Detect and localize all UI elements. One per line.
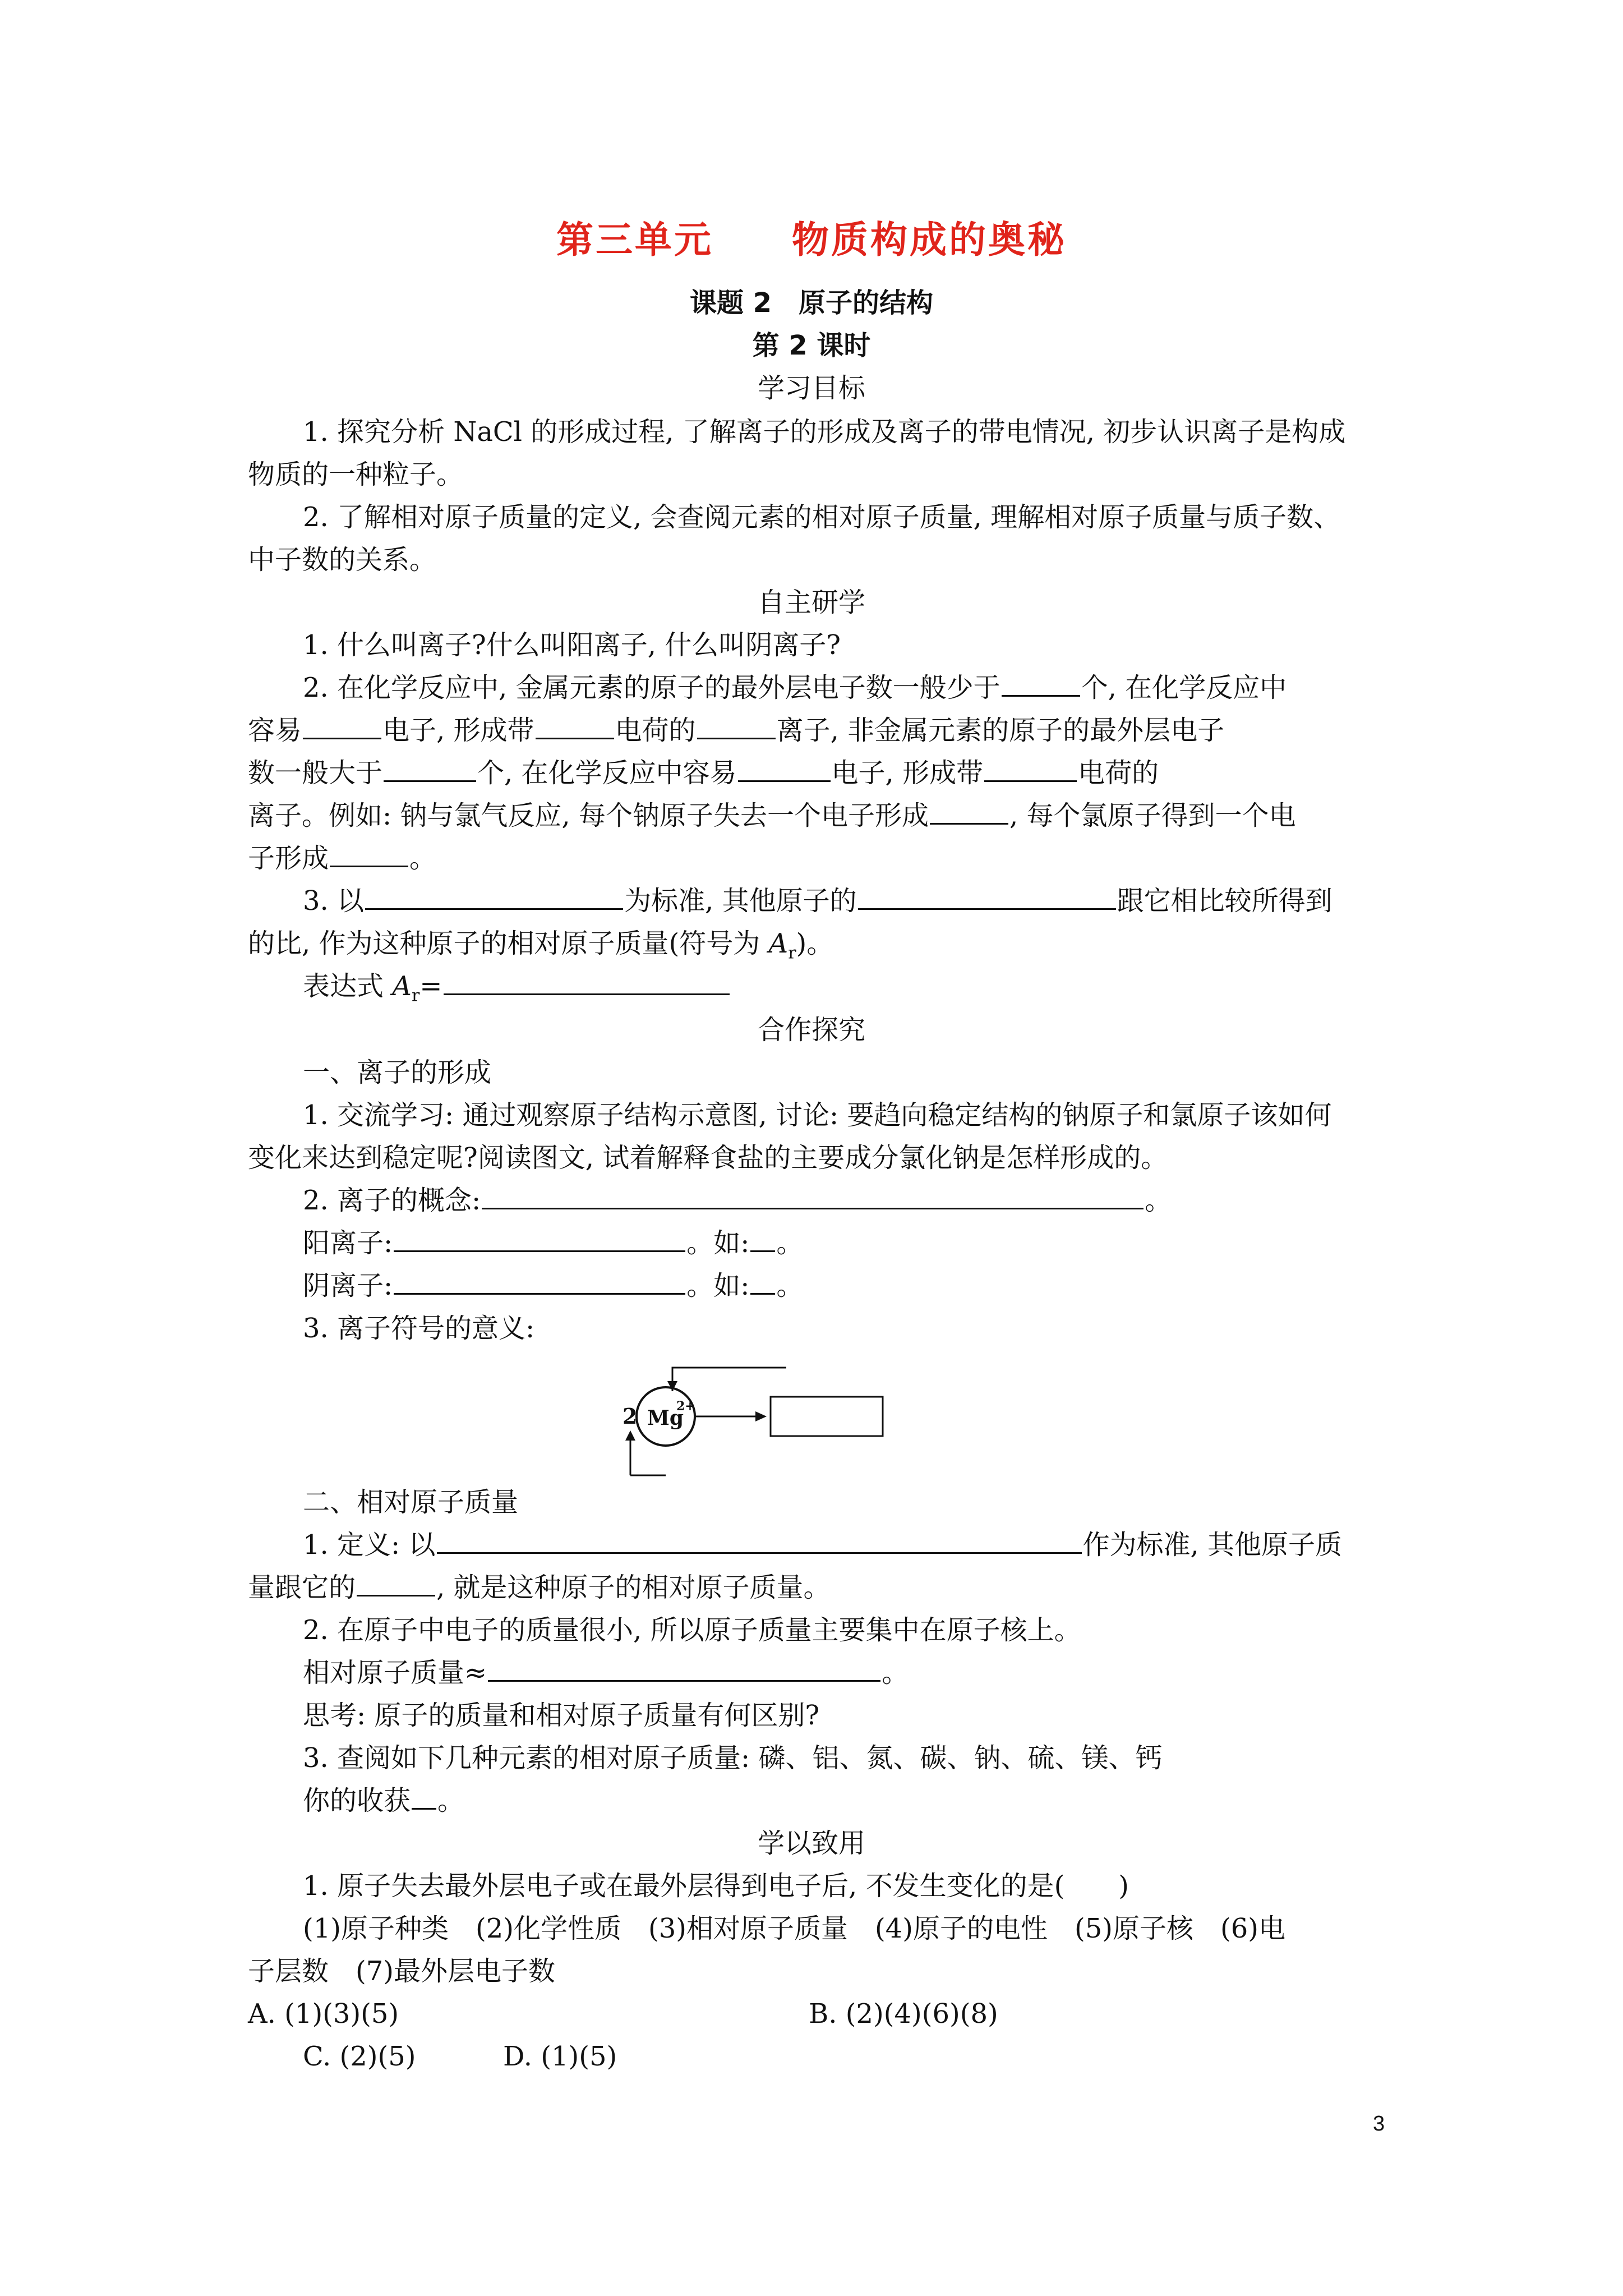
text: 2. 在化学反应中, 金属元素的原子的最外层电子数一般少于	[303, 672, 1000, 703]
self-study-q2-line-1	[303, 670, 1287, 706]
fill-blank[interactable]	[330, 842, 408, 867]
choice-a[interactable]: A. (1)(3)(5)	[248, 1998, 399, 2030]
fill-blank[interactable]	[750, 1227, 775, 1252]
self-study-q2-line-2	[248, 712, 1224, 748]
fill-blank[interactable]	[1002, 671, 1080, 697]
objective-1-line-2: 物质的一种粒子。	[248, 459, 464, 490]
text: 你的收获	[303, 1785, 411, 1816]
text: 阴离子:	[303, 1270, 393, 1301]
choice-d[interactable]: D. (1)(5)	[503, 2041, 617, 2072]
page-number: 3	[1373, 2112, 1385, 2136]
text: 电子, 形成带	[831, 757, 984, 789]
text: 电荷的	[615, 715, 696, 746]
text: =	[419, 970, 442, 1002]
ar-symbol: A	[768, 928, 789, 959]
ion-concept-line	[303, 1182, 1172, 1218]
text: 。如:	[686, 1227, 750, 1259]
text: 量跟它的	[248, 1572, 356, 1603]
objective-2-line-2: 中子数的关系。	[248, 544, 437, 576]
text: )。	[796, 928, 834, 959]
lookup-elements: 3. 查阅如下几种元素的相对原子质量: 磷、铝、氮、碳、钠、硫、镁、钙	[303, 1742, 1163, 1774]
fill-blank[interactable]	[384, 757, 476, 782]
fill-blank[interactable]	[697, 714, 776, 739]
fill-blank[interactable]	[858, 885, 1116, 910]
text: 阳离子:	[303, 1227, 393, 1259]
text: 。如:	[686, 1270, 750, 1301]
coop-p1-line-2: 变化来达到稳定呢?阅读图文, 试着解释食盐的主要成分氯化钠是怎样形成的。	[248, 1142, 1168, 1174]
coef-arrowhead	[625, 1430, 635, 1441]
definition-line-2	[248, 1570, 831, 1605]
self-study-q1: 1. 什么叫离子?什么叫阳离子, 什么叫阴离子?	[303, 629, 841, 661]
apply-options-line-2: 子层数 (7)最外层电子数	[248, 1955, 555, 1987]
text: 离子。例如: 钠与氯气反应, 每个钠原子失去一个电子形成	[248, 800, 929, 831]
self-study-heading: 自主研学	[757, 587, 865, 618]
fill-blank[interactable]	[536, 714, 614, 739]
fill-blank[interactable]	[394, 1269, 685, 1295]
text: 电子, 形成带	[382, 715, 534, 746]
coefficient-label: 2	[623, 1404, 638, 1429]
text: 个, 在化学反应中	[1081, 672, 1287, 703]
text: 子形成	[248, 843, 329, 874]
ion-symbol-diagram	[618, 1351, 887, 1485]
period-title: 第 2 课时	[752, 330, 871, 361]
answer-box[interactable]	[771, 1397, 883, 1436]
anion-line	[303, 1268, 803, 1304]
self-study-q3-line-1	[303, 883, 1332, 919]
text: 电荷的	[1078, 757, 1159, 789]
mass-concentration: 2. 在原子中电子的质量很小, 所以原子质量主要集中在原子核上。	[303, 1614, 1081, 1646]
self-study-q3-line-2	[248, 926, 833, 972]
text: 。	[776, 1227, 804, 1259]
section-ion-formation: 一、离子的形成	[303, 1057, 492, 1088]
choice-c[interactable]: C. (2)(5)	[303, 2041, 416, 2072]
text: 数一般大于	[248, 757, 383, 789]
text: , 每个氯原子得到一个电	[1009, 800, 1296, 831]
fill-blank[interactable]	[738, 757, 831, 782]
fill-blank[interactable]	[750, 1269, 775, 1295]
expression-line	[303, 968, 731, 1014]
coop-heading: 合作探究	[757, 1014, 865, 1046]
think-question: 思考: 原子的质量和相对原子质量有何区别?	[303, 1700, 820, 1731]
charge-pointer	[672, 1368, 786, 1391]
symbol-arrowhead	[755, 1411, 767, 1421]
fill-blank[interactable]	[984, 757, 1077, 782]
text: 作为标准, 其他原子质	[1082, 1529, 1343, 1561]
lesson-title: 课题 2 原子的结构	[689, 287, 934, 319]
fill-blank[interactable]	[482, 1184, 1144, 1209]
text: 3. 以	[303, 885, 365, 917]
section-relative-mass: 二、相对原子质量	[303, 1487, 519, 1518]
text: , 就是这种原子的相对原子质量。	[436, 1572, 831, 1603]
charge-label: 2+	[676, 1399, 695, 1414]
objectives-heading: 学习目标	[757, 372, 865, 404]
fill-blank[interactable]	[357, 1571, 435, 1596]
fill-blank[interactable]	[365, 885, 623, 910]
coop-p1-line-1: 1. 交流学习: 通过观察原子结构示意图, 讨论: 要趋向稳定结构的钠原子和氯原子该如何	[303, 1099, 1332, 1131]
text: 为标准, 其他原子的	[624, 885, 857, 917]
self-study-q2-line-5	[248, 840, 436, 876]
text: 。	[1145, 1185, 1172, 1216]
text: 。	[776, 1270, 804, 1301]
unit-title: 第三单元 物质构成的奥秘	[556, 218, 1067, 261]
fill-blank[interactable]	[303, 714, 381, 739]
element-symbol: Mg	[647, 1406, 684, 1430]
text: 2. 离子的概念:	[303, 1185, 481, 1216]
gain-line	[303, 1783, 464, 1819]
text: 1. 定义: 以	[303, 1529, 436, 1561]
ar-symbol: A	[392, 970, 412, 1002]
text: 离子, 非金属元素的原子的最外层电子	[776, 715, 1225, 746]
text: 。	[409, 843, 437, 874]
text: 。	[437, 1785, 465, 1816]
apply-options-line-1: (1)原子种类 (2)化学性质 (3)相对原子质量 (4)原子的电性 (5)原子核 (6)电	[303, 1913, 1285, 1944]
text: 的比, 作为这种原子的相对原子质量(符号为	[248, 928, 769, 959]
fill-blank[interactable]	[444, 970, 730, 995]
fill-blank[interactable]	[437, 1529, 1082, 1554]
text: 表达式	[303, 970, 393, 1002]
ar-subscript: r	[411, 986, 420, 1006]
cation-line	[303, 1225, 803, 1261]
self-study-q2-line-3	[248, 755, 1159, 791]
objective-2-line-1: 2. 了解相对原子质量的定义, 会查阅元素的相对原子质量, 理解相对原子质量与质子数、	[303, 501, 1341, 533]
apply-heading: 学以致用	[757, 1828, 865, 1859]
text: 跟它相比较所得到	[1117, 885, 1332, 917]
fill-blank[interactable]	[412, 1784, 436, 1810]
text: 容易	[248, 715, 302, 746]
fill-blank[interactable]	[394, 1227, 685, 1252]
text: 相对原子质量≈	[303, 1657, 487, 1688]
text: 个, 在化学反应中容易	[477, 757, 737, 789]
self-study-q2-line-4	[248, 798, 1295, 834]
text: 。	[882, 1657, 909, 1688]
fill-blank[interactable]	[930, 799, 1008, 825]
ion-symbol-meaning: 3. 离子符号的意义:	[303, 1313, 535, 1344]
relative-mass-approx	[303, 1655, 909, 1691]
objective-1-line-1: 1. 探究分析 NaCl 的形成过程, 了解离子的形成及离子的带电情况, 初步认识离子是构成	[303, 416, 1346, 448]
fill-blank[interactable]	[488, 1657, 880, 1682]
choice-b[interactable]: B. (2)(4)(6)(8)	[809, 1998, 998, 2030]
ar-subscript: r	[788, 943, 796, 963]
definition-line-1	[303, 1527, 1342, 1563]
apply-q1: 1. 原子失去最外层电子或在最外层得到电子后, 不发生变化的是( )	[303, 1870, 1129, 1902]
